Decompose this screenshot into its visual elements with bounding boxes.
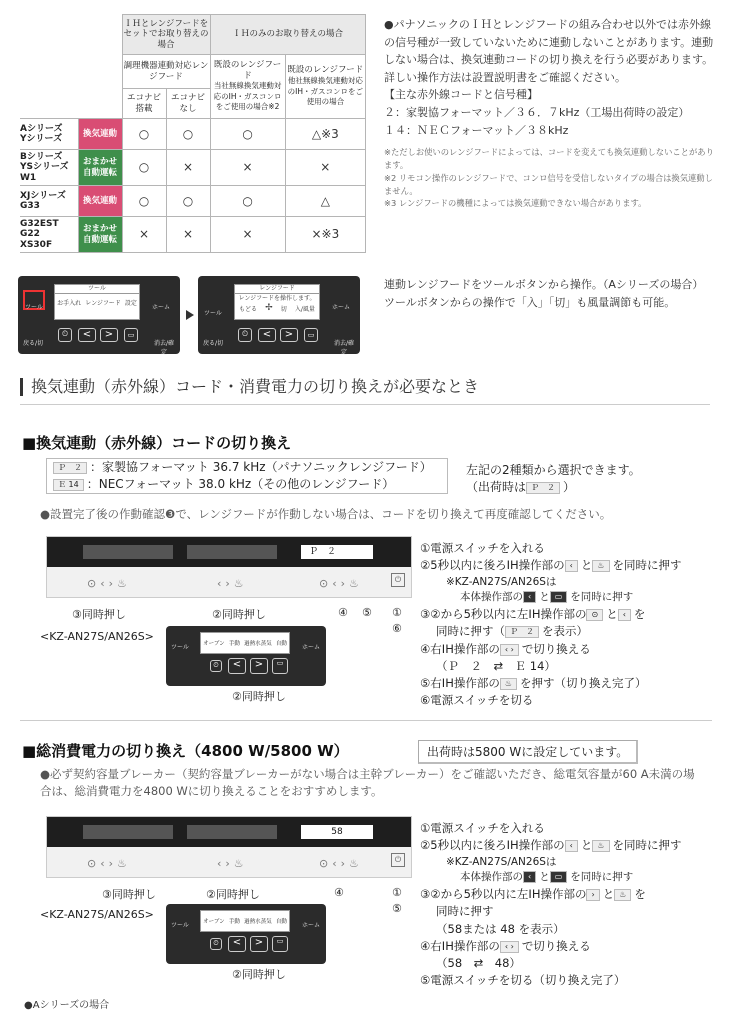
clock-icon[interactable]: ⏲ xyxy=(210,660,222,672)
menu-icon[interactable]: ▭ xyxy=(304,328,318,342)
row-mode-badge: 換気連動 xyxy=(78,119,122,150)
right-ih-controls[interactable]: ⊙‹›♨ xyxy=(319,577,363,590)
footnote: ※ただしお使いのレンジフードによっては、コードを変えても換気連動しないことがあります。 xyxy=(384,147,714,170)
sub-existing-panasonic: 既設のレンジフード 当社無線換気連動対応のIH・ガスコンロをご使用の場合※2 xyxy=(210,55,285,119)
cell: △※3 xyxy=(285,119,365,150)
head-ih-hood: ＩＨとレンジフードをセットでお取り替えの場合 xyxy=(122,15,210,55)
divider xyxy=(20,404,710,405)
cell: ○ xyxy=(166,186,210,217)
power-switch[interactable]: ⏻ xyxy=(391,573,405,587)
rear-ih-controls[interactable]: ‹›♨ xyxy=(217,857,248,870)
lcd-display: 58 xyxy=(301,825,373,839)
chevron-left-icon[interactable]: < xyxy=(78,328,96,342)
back-button[interactable]: 戻る/切 xyxy=(202,340,224,347)
right-ih-controls[interactable]: ⊙‹›♨ xyxy=(319,857,363,870)
home-button[interactable]: ホーム xyxy=(301,644,320,651)
s1-bullet: ●設置完了後の作動確認❸で、レンジフードが作動しない場合は、コードを切り換えて再度確認してください。 xyxy=(40,507,612,521)
tool-panel-left xyxy=(18,276,180,354)
menu-item-care[interactable]: お手入れ xyxy=(57,300,82,307)
table-row xyxy=(20,150,366,186)
clock-icon[interactable]: ⏲ xyxy=(210,938,222,950)
head-ih-only: ＩＨのみのお取り替えの場合 xyxy=(210,15,366,55)
menu-icon[interactable]: ▭ xyxy=(272,658,288,674)
section-title: 換気連動（赤外線）コード・消費電力の切り換えが必要なとき xyxy=(20,378,479,396)
cell: × xyxy=(122,217,166,253)
chevron-left-icon[interactable]: < xyxy=(228,936,246,952)
model-label: <KZ-AN27S/AN26S> xyxy=(40,630,154,643)
cell: △ xyxy=(285,186,365,217)
home-button[interactable]: ホーム xyxy=(151,304,170,311)
clock-icon[interactable]: ⏲ xyxy=(238,328,252,342)
menu-item-on[interactable]: 入/風量 xyxy=(294,305,315,313)
chevron-right-icon[interactable]: > xyxy=(100,328,118,342)
chevron-left-icon[interactable]: < xyxy=(258,328,276,342)
table-row xyxy=(20,186,366,217)
footnotes xyxy=(384,146,714,210)
lcd-screen: ツール お手入れ レンジフード 設定 xyxy=(54,284,140,320)
label-step3: ③同時押し xyxy=(72,608,126,621)
label-step2: ②同時押し xyxy=(206,888,260,901)
sub-existing-other: 既設のレンジフード 他社無線換気連動対応のIH・ガスコンロをご使用の場合 xyxy=(285,55,365,119)
row-model: Aシリーズ Yシリーズ xyxy=(20,119,78,150)
tool-panel-right xyxy=(198,276,360,354)
label-step1: ① xyxy=(392,606,402,619)
sub-linked-hood: 調理機器連動対応レンジフード xyxy=(122,55,210,89)
cell: ○ xyxy=(210,119,285,150)
cell: ○ xyxy=(122,186,166,217)
code-select-note: 左記の2種類から選択できます。 （出荷時は Ｐ ２ ） xyxy=(466,463,641,494)
cell: × xyxy=(285,150,365,186)
cell: × xyxy=(210,217,285,253)
col-econavi: エコナビ搭載 xyxy=(122,89,166,119)
code-14: １４：ＮＥＣフォーマット／３８kHz xyxy=(384,123,569,137)
kz-panel: ツール オーブン 手動 過熱水蒸気 自動 ホーム ⏲ < > ▭ xyxy=(166,626,326,686)
stove-panel xyxy=(46,536,412,598)
clock-icon[interactable]: ⏲ xyxy=(58,328,72,342)
chevron-right-icon[interactable]: > xyxy=(250,658,268,674)
ship-setting-box: 出荷時は5800 Wに設定しています。 xyxy=(418,740,638,764)
label-step2-kz: ②同時押し xyxy=(232,968,286,981)
footer-note: ●Aシリーズの場合 xyxy=(24,1000,110,1011)
menu-icon[interactable]: ▭ xyxy=(272,936,288,952)
fan-icon: ✢ xyxy=(265,303,273,313)
label-step5: ⑤ xyxy=(392,902,402,915)
code-e14: Ｅ 14 xyxy=(53,479,84,491)
menu-item-off[interactable]: 切 xyxy=(280,305,287,313)
chevron-right-icon[interactable]: > xyxy=(280,328,298,342)
s2-title: ■総消費電力の切り換え（4800 W/5800 W） xyxy=(22,742,349,760)
fan-icon: ♨ xyxy=(592,840,609,852)
lcd-screen: レンジフード レンジフードを操作します。 もどる ✢ 切 入/風量 xyxy=(234,284,320,320)
chevron-right-icon[interactable]: > xyxy=(250,936,268,952)
row-mode-badge: おまかせ自動運転 xyxy=(78,217,122,253)
code-2: ２：家製協フォーマット／３６．７kHz（工場出荷時の設定） xyxy=(384,105,690,119)
tool-button[interactable]: ツール xyxy=(204,310,222,317)
footnote: ※2 リモコン操作のレンジフードで、コンロ信号を受信しないタイプの場合は換気連動しません。 xyxy=(384,172,713,196)
table-row xyxy=(20,119,366,150)
label-step2: ②同時押し xyxy=(212,608,266,621)
cell: × xyxy=(210,150,285,186)
ir-code-explanation xyxy=(384,16,714,139)
menu-icon[interactable]: ▭ xyxy=(124,328,138,342)
code-p2: Ｐ ２ xyxy=(53,462,87,474)
tool-caption: 連動レンジフードをツールボタンから操作。（Aシリーズの場合） ツールボタンからの操作で「入」「切」も風量調節も可能。 xyxy=(384,278,704,309)
cell: ×※3 xyxy=(285,217,365,253)
label-step1: ① xyxy=(392,886,402,899)
divider xyxy=(20,720,712,721)
home-button[interactable]: ホーム xyxy=(301,922,320,929)
arrow-right-icon xyxy=(186,310,194,320)
tool-button-highlight[interactable]: ツール xyxy=(23,290,45,310)
row-model: XJシリーズ G33 xyxy=(20,186,78,217)
rear-ih-controls[interactable]: ‹›♨ xyxy=(217,577,248,590)
tool-button[interactable]: ツール xyxy=(171,644,189,651)
label-step2-kz: ②同時押し xyxy=(232,690,286,703)
row-model: Bシリーズ YSシリーズ W1 xyxy=(20,150,78,186)
back-button[interactable]: 戻る/切 xyxy=(22,340,44,347)
cell: ○ xyxy=(210,186,285,217)
s1-steps: ①電源スイッチを入れる ②5秒以内に後ろIH操作部の ‹ と ♨ を同時に押す ※KZ-AN27S/AN26Sは 本体操作部の ‹ と ▭ を同時に押す ③②から5秒以内に左IH操作部の ⊙ と ‹ を 同時に押す（ Ｐ ２ を表示） ④右IH操作部の ‹ › で切り換える （Ｐ ２ ⇄ Ｅ 14） ⑤右IH操作部の ♨ を押す（切り換え完了） ⑥電源スイッチを切る xyxy=(420,541,682,708)
row-mode-badge: 換気連動 xyxy=(78,186,122,217)
tool-button[interactable]: ツール xyxy=(171,922,189,929)
fan-icon: ♨ xyxy=(592,560,609,572)
label-step3: ③同時押し xyxy=(102,888,156,901)
codes-heading: 【主な赤外線コードと信号種】 xyxy=(384,88,538,102)
row-model: G32EST G22 XS30F xyxy=(20,217,78,253)
model-label: <KZ-AN27S/AN26S> xyxy=(40,908,154,921)
lcd-display: Ｐ ２ xyxy=(301,545,373,559)
left-ih-controls[interactable]: ⊙‹›♨ xyxy=(87,577,131,590)
cell: ○ xyxy=(122,150,166,186)
code-options-box: Ｐ ２ ：家製協フォーマット 36.7 kHz（パナソニックレンジフード） Ｅ 14 ：NECフォーマット 38.0 kHz（その他のレンジフード） xyxy=(46,458,448,494)
s2-steps: ①電源スイッチを入れる ②5秒以内に後ろIH操作部の ‹ と ♨ を同時に押す ※KZ-AN27S/AN26Sは 本体操作部の ‹ と ▭ を同時に押す ③②から5秒以内に左IH操作部の › と ♨ を 同時に押す （58または 48 を表示） ④右IH操作部の ‹ › で切り換える （58 ⇄ 48） ⑤電源スイッチを切る（切り換え完了） xyxy=(420,821,682,988)
power-switch[interactable]: ⏻ xyxy=(391,853,405,867)
label-step5: ⑤ xyxy=(362,606,372,619)
cell: ○ xyxy=(166,119,210,150)
kz-panel: ツール オーブン 手動 過熱水蒸気 自動 ホーム ⏲ < > ▭ xyxy=(166,904,326,964)
cell: × xyxy=(166,150,210,186)
menu-item-hood[interactable]: レンジフード xyxy=(85,300,121,307)
chevron-left-icon[interactable]: < xyxy=(228,658,246,674)
menu-item-settings[interactable]: 設定 xyxy=(124,300,137,307)
confirm-button[interactable]: 消去/確定 xyxy=(153,340,175,356)
col-no-econavi: エコナビなし xyxy=(166,89,210,119)
compatibility-table xyxy=(20,14,366,253)
label-step4: ④ xyxy=(338,606,348,619)
row-mode-badge: おまかせ自動運転 xyxy=(78,150,122,186)
label-step4: ④ xyxy=(334,886,344,899)
menu-item-back[interactable]: もどる xyxy=(239,305,258,313)
footnote: ※3 レンジフードの機種によっては換気連動できない場合があります。 xyxy=(384,198,647,209)
left-ih-controls[interactable]: ⊙‹›♨ xyxy=(87,857,131,870)
s1-title: ■換気連動（赤外線）コードの切り換え xyxy=(22,434,292,452)
label-step6: ⑥ xyxy=(392,622,402,635)
confirm-button[interactable]: 消去/確定 xyxy=(333,340,355,356)
cell: × xyxy=(166,217,210,253)
s2-bullet: ●必ず契約容量ブレーカー（契約容量ブレーカーがない場合は主幹ブレーカー）をご確認いただき、総電気容量が60 A未満の場合は、総消費電力を4800 Wに切り換えることをおすすめします。 xyxy=(40,767,695,799)
stove-panel xyxy=(46,816,412,878)
table-row xyxy=(20,217,366,253)
explanation-paragraph: ●パナソニックのＩＨとレンジフードの組み合わせ以外では赤外線の信号種が一致していないために連動しないことがあります。連動しない場合は、換気連動コードの切り換えを行う必要があります。詳しい操作方法は設置説明書をご確認ください。 xyxy=(384,18,714,84)
cell: ○ xyxy=(122,119,166,150)
home-button[interactable]: ホーム xyxy=(331,304,350,311)
